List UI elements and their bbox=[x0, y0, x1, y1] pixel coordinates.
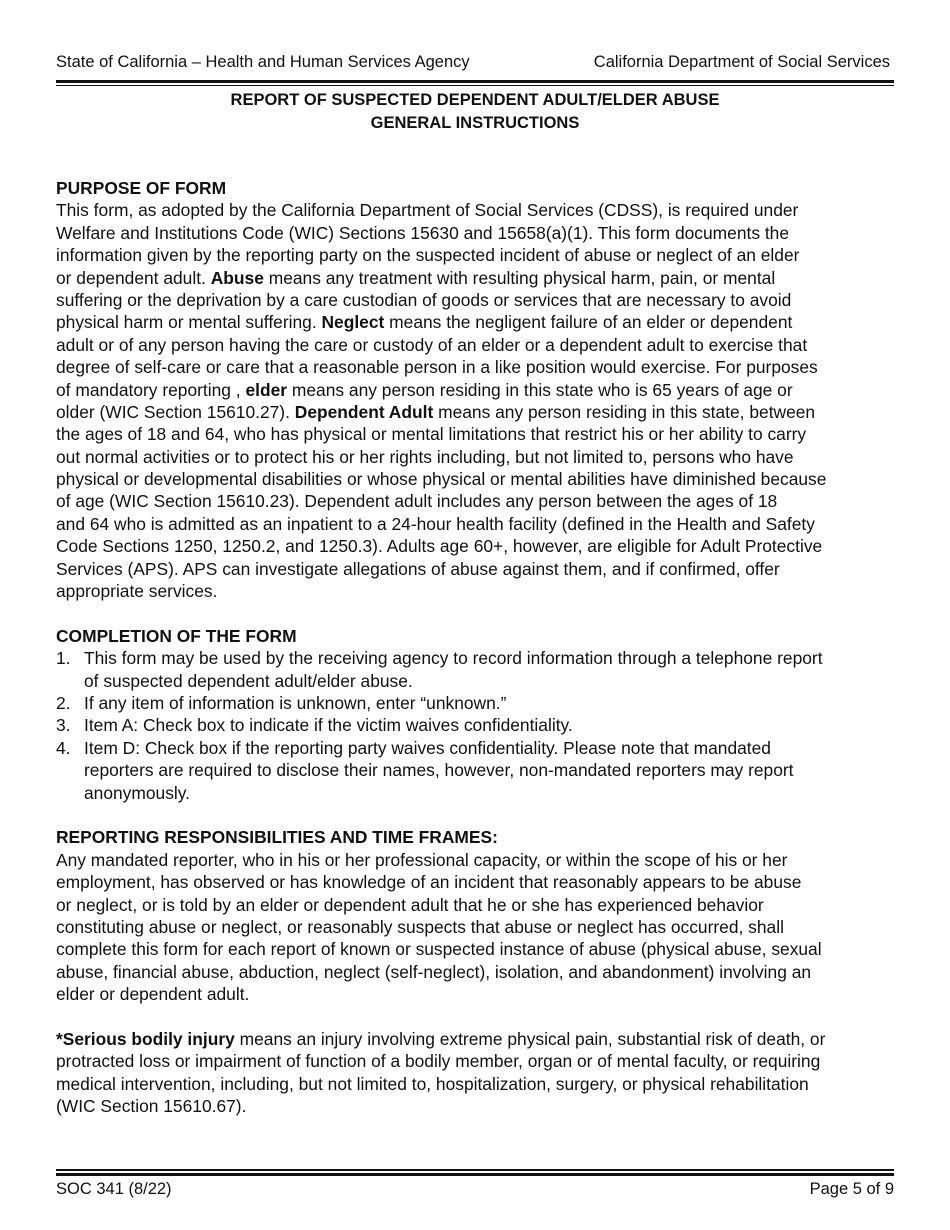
text-run: This form, as adopted by the California Department of Social Services (CDSS), is required under bbox=[56, 200, 799, 221]
text-run: elder or dependent adult. bbox=[56, 984, 250, 1005]
paragraph-line bbox=[56, 222, 894, 244]
list-item-line: anonymously. bbox=[84, 782, 191, 803]
text-run: physical harm or mental suffering. bbox=[56, 312, 322, 333]
section bbox=[56, 625, 894, 804]
text-run: suffering or the deprivation by a care custodian of goods or services that are necessary to avoid bbox=[56, 289, 792, 310]
text-run: means any person residing in this state who is 65 years of age or bbox=[287, 379, 793, 400]
list-item bbox=[56, 647, 894, 692]
text-run: of mandatory reporting , bbox=[56, 379, 246, 400]
list-item-line: If any item of information is unknown, enter “unknown.” bbox=[84, 692, 507, 713]
list-item bbox=[56, 692, 894, 714]
text-run: abuse, financial abuse, abduction, neglect (self-neglect), isolation, and abandonment) involving an bbox=[56, 961, 812, 982]
header-divider bbox=[56, 80, 894, 86]
text-run: means any person residing in this state, between bbox=[433, 401, 816, 422]
paragraph-line bbox=[56, 356, 894, 378]
text-run: and 64 who is admitted as an inpatient to a 24-hour health facility (defined in the Health and Safety bbox=[56, 513, 815, 534]
section-heading: REPORTING RESPONSIBILITIES AND TIME FRAMES: bbox=[56, 827, 498, 848]
paragraph-line bbox=[56, 423, 894, 445]
page-number: Page 5 of 9 bbox=[809, 1180, 894, 1198]
paragraph-line bbox=[56, 1095, 894, 1117]
document-title bbox=[0, 89, 950, 135]
paragraph-line bbox=[56, 1028, 894, 1050]
paragraph-line bbox=[56, 513, 894, 535]
defined-term: Abuse bbox=[210, 267, 264, 288]
section bbox=[56, 826, 894, 1005]
text-run: medical intervention, including, but not limited to, hospitalization, surgery, or physical rehabilitation bbox=[56, 1073, 809, 1094]
title-line-2: GENERAL INSTRUCTIONS bbox=[370, 114, 580, 132]
list-item bbox=[56, 714, 894, 736]
text-run: Welfare and Institutions Code (WIC) Sections 15630 and 15658(a)(1). This form documents the bbox=[56, 222, 790, 243]
text-run: of age (WIC Section 15610.23). Dependent adult includes any person between the ages of 18 bbox=[56, 491, 778, 512]
section bbox=[56, 1028, 894, 1118]
list-item-line: of suspected dependent adult/elder abuse. bbox=[84, 670, 413, 691]
list-item bbox=[56, 737, 894, 804]
text-run: constituting abuse or neglect, or reasonably suspects that abuse or neglect has occurred, shall bbox=[56, 916, 784, 937]
paragraph-line bbox=[56, 894, 894, 916]
text-run: employment, has observed or has knowledge of an incident that reasonably appears to be abuse bbox=[56, 872, 802, 893]
text-run: older (WIC Section 15610.27). bbox=[56, 401, 295, 422]
text-run: means the negligent failure of an elder or dependent bbox=[384, 312, 793, 333]
list-item-line: reporters are required to disclose their names, however, non-mandated reporters may report bbox=[84, 760, 794, 781]
paragraph-line bbox=[56, 580, 894, 602]
text-run: means an injury involving extreme physical pain, substantial risk of death, or bbox=[234, 1028, 826, 1049]
paragraph-line bbox=[56, 916, 894, 938]
paragraph-line bbox=[56, 938, 894, 960]
section bbox=[56, 177, 894, 602]
paragraph-line bbox=[56, 379, 894, 401]
paragraph-line bbox=[56, 558, 894, 580]
footer-divider bbox=[56, 1169, 894, 1176]
page-footer bbox=[56, 1178, 894, 1200]
paragraph-line bbox=[56, 871, 894, 893]
list-number: 1. bbox=[56, 648, 71, 669]
list-item-line: This form may be used by the receiving agency to record information through a telephone report bbox=[84, 648, 823, 669]
defined-term: elder bbox=[245, 379, 288, 400]
paragraph-line bbox=[56, 468, 894, 490]
text-run: Code Sections 1250, 1250.2, and 1250.3). Adults age 60+, however, are eligible for Adult Protective bbox=[56, 536, 823, 557]
list-number: 4. bbox=[56, 737, 71, 758]
paragraph-line bbox=[56, 244, 894, 266]
paragraph-line bbox=[56, 1073, 894, 1095]
text-run: means any treatment with resulting physical harm, pain, or mental bbox=[263, 267, 776, 288]
text-run: Any mandated reporter, who in his or her professional capacity, or within the scope of his or her bbox=[56, 849, 788, 870]
list-item-line: Item A: Check box to indicate if the victim waives confidentiality. bbox=[84, 715, 573, 736]
text-run: complete this form for each report of known or suspected instance of abuse (physical abuse, sexual bbox=[56, 939, 822, 960]
document-body bbox=[56, 177, 894, 1140]
text-run: (WIC Section 15610.67). bbox=[56, 1096, 247, 1117]
text-run: or neglect, or is told by an elder or dependent adult that he or she has experienced behavior bbox=[56, 894, 764, 915]
defined-term: *Serious bodily injury bbox=[56, 1028, 235, 1049]
paragraph-line bbox=[56, 267, 894, 289]
paragraph-line bbox=[56, 311, 894, 333]
defined-term: Neglect bbox=[321, 312, 385, 333]
text-run: or dependent adult. bbox=[56, 267, 211, 288]
list-number: 3. bbox=[56, 715, 71, 736]
list-item-line: Item D: Check box if the reporting party waives confidentiality. Please note that mandated bbox=[84, 737, 771, 758]
paragraph-line bbox=[56, 334, 894, 356]
page-header bbox=[56, 51, 890, 73]
section-heading: PURPOSE OF FORM bbox=[56, 178, 227, 198]
paragraph-line bbox=[56, 1050, 894, 1072]
list-number: 2. bbox=[56, 692, 71, 713]
paragraph-line bbox=[56, 199, 894, 221]
text-run: Services (APS). APS can investigate allegations of abuse against them, and if confirmed, offer bbox=[56, 558, 780, 579]
paragraph-line bbox=[56, 446, 894, 468]
paragraph-line bbox=[56, 535, 894, 557]
text-run: adult or of any person having the care or custody of an elder or a dependent adult to exercise that bbox=[56, 334, 808, 355]
paragraph-line bbox=[56, 849, 894, 871]
department-name: California Department of Social Services bbox=[593, 53, 890, 71]
title-line-1: REPORT OF SUSPECTED DEPENDENT ADULT/ELDER ABUSE bbox=[230, 91, 720, 109]
paragraph-line bbox=[56, 490, 894, 512]
paragraph-line bbox=[56, 401, 894, 423]
form-number: SOC 341 (8/22) bbox=[56, 1180, 172, 1198]
paragraph-line bbox=[56, 983, 894, 1005]
text-run: physical or developmental disabilities or whose physical or mental abilities have diminished because bbox=[56, 469, 827, 490]
text-run: the ages of 18 and 64, who has physical or mental limitations that restrict his or her ability to carry bbox=[56, 424, 807, 445]
text-run: appropriate services. bbox=[56, 581, 218, 602]
paragraph-line bbox=[56, 289, 894, 311]
text-run: information given by the reporting party on the suspected incident of abuse or neglect of an elder bbox=[56, 245, 800, 266]
section-heading: COMPLETION OF THE FORM bbox=[56, 625, 297, 646]
text-run: degree of self-care or care that a reasonable person in a like position would exercise. For purposes bbox=[56, 357, 818, 378]
text-run: protracted loss or impairment of function of a bodily member, organ or of mental faculty, or requiring bbox=[56, 1051, 821, 1072]
paragraph-line bbox=[56, 961, 894, 983]
defined-term: Dependent Adult bbox=[294, 401, 434, 422]
agency-name: State of California – Health and Human Services Agency bbox=[56, 53, 470, 71]
text-run: out normal activities or to protect his or her rights including, but not limited to, persons who have bbox=[56, 446, 794, 467]
